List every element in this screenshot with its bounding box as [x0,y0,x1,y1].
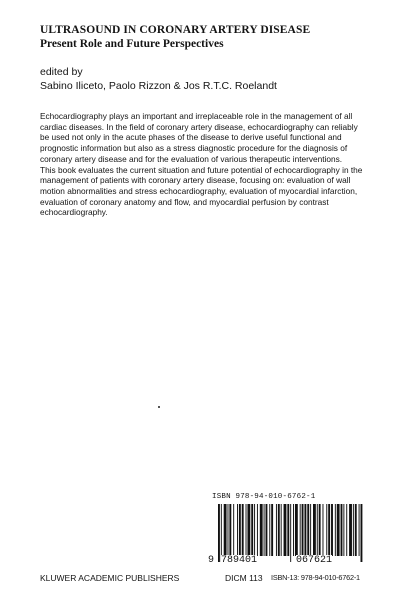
book-subtitle: Present Role and Future Perspectives [40,38,224,50]
barcode-left-digits: 789401 [221,555,258,566]
description-paragraph-1: Echocardiography plays an important and irreplaceable role in the management of all cardiac diseases. In the field of coronary artery disease, echocardiography can reliably be used not only in the acute phases of the disease to derive useful functional and prognostic information but also as a stress diagnostic procedure for the diagnosis of coronary artery disease and for the evaluation of various therapeutic interventions. [40,111,358,164]
printing-speck [158,406,160,408]
description-paragraph-2: This book evaluates the current situation and future potential of echocardiography in the management of patients with coronary artery disease, focusing on: evaluation of wall motion abnormalities and stress echocardiography, evaluation of myocardial infarction, evaluation of coronary anatomy and flow, and myocardial perfusion by contrast echocardiography. [40,164,363,218]
book-title: ULTRASOUND IN CORONARY ARTERY DISEASE [40,24,311,36]
description-block [40,111,366,218]
barcode-isbn-label: ISBN 978-94-010-6762-1 [212,493,316,501]
edited-by-label: edited by [40,66,83,78]
barcode-right-digits: 067621 [296,555,333,566]
barcode-first-digit: 9 [208,555,215,566]
footer-isbn: ISBN-13: 978-94-010-6762-1 [271,573,360,582]
series-code: DICM 113 [225,573,263,583]
publisher-name: KLUWER ACADEMIC PUBLISHERS [40,573,180,583]
editors-list: Sabino Iliceto, Paolo Rizzon & Jos R.T.C. Roelandt [40,80,277,92]
